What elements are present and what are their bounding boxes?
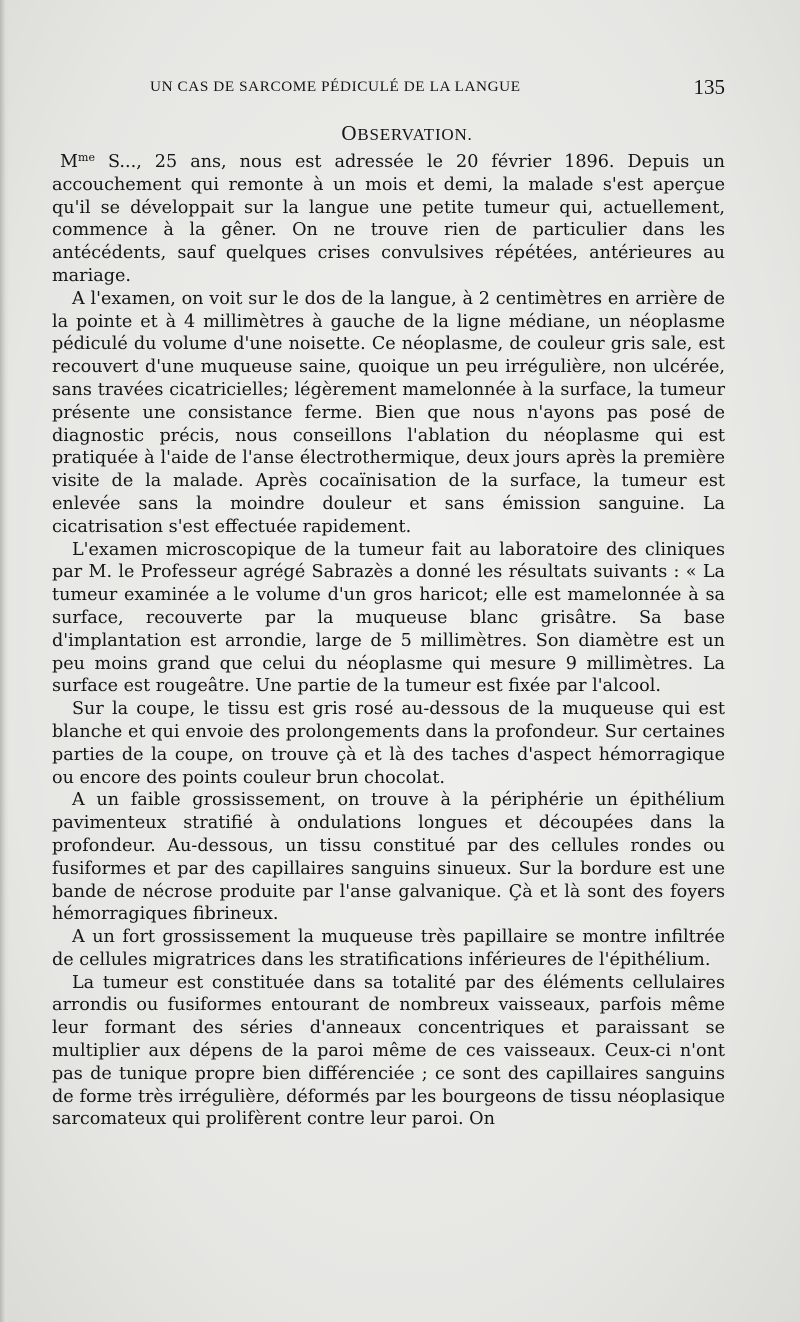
page-number: 135: [693, 75, 725, 99]
paragraph-6: A un fort grossissement la muqueuse très papillaire se montre infiltrée de cellules migratrices dans les stratifications inférieures de l'épithélium.: [52, 927, 725, 970]
paragraph-4: Sur la coupe, le tissu est gris rosé au-dessous de la muqueuse qui est blanche et qui envoie des prolongements dans la profondeur. Sur certaines parties de la coupe, on trouve çà et là des taches d'aspect hémorragique ou encore des points couleur brun chocolat.: [52, 699, 725, 788]
section-title-initial: O: [341, 121, 358, 145]
running-title: UN CAS DE SARCOME PÉDICULÉ DE LA LANGUE: [150, 78, 521, 95]
section-title: [0, 121, 800, 146]
patient-title-superscript: me: [78, 151, 95, 164]
paragraph-2: A l'examen, on voit sur le dos de la langue, à 2 centimètres en arrière de la pointe et à 4 millimètres à gauche de la ligne médiane, un néoplasme pédiculé du volume d'une noisette. Ce néoplasme, de couleur gris sale, est recouvert d'une muqueuse saine, quoique un peu irrégulière, non ulcérée, sans travées cicatricielles; légèrement mamelonnée à la surface, la tumeur présente une consistance ferme. Bien que nous n'ayons pas posé de diagnostic précis, nous conseillons l'ablation du néoplasme qui est pratiquée à l'aide de l'anse électrothermique, deux jours après la première visite de la malade. Après cocaïnisation de la surface, la tumeur est enlevée sans la moindre douleur et sans émission sanguine. La cicatrisation s'est effectuée rapidement.: [52, 288, 725, 537]
paragraph-3: L'examen microscopique de la tumeur fait au laboratoire des cliniques par M. le Professeur agrégé Sabrazès a donné les résultats suivants : « La tumeur examinée a le volume d'un gros haricot; elle est mamelonnée à sa surface, recouverte par la muqueuse blanc grisâtre. Sa base d'implantation est arrondie, large de 5 millimètres. Son diamètre est un peu moins grand que celui du néoplasme qui mesure 9 millimètres. La surface est rougeâtre. Une partie de la tumeur est fixée par l'alcool.: [52, 539, 725, 697]
page-edge-shadow: [0, 0, 9, 1322]
paragraph-1: [52, 151, 725, 288]
patient-initial: M: [60, 152, 79, 172]
paragraph-5: A un faible grossissement, on trouve à la périphérie un épithélium pavimenteux stratifié à ondulations longues et découpées dans la profondeur. Au-dessous, un tissu constitué par des cellules rondes ou fusiformes et par des capillaires sanguins sinueux. Sur la bordure est une bande de nécrose produite par l'anse galvanique. Çà et là sont des foyers hémorragiques fibrineux.: [52, 790, 725, 925]
paragraph-1-text: S..., 25 ans, nous est adressée le 20 février 1896. Depuis un accouchement qui remonte à un mois et demi, la malade s'est aperçue qu'il se développait sur la langue une petite tumeur qui, actuellement, commence à la gêner. On ne trouve rien de particulier dans les antécédents, sauf quelques crises convulsives répétées, antérieures au mariage.: [52, 152, 725, 286]
page-header: [150, 75, 725, 102]
body-text: [52, 151, 725, 1131]
paragraph-7: La tumeur est constituée dans sa totalité par des éléments cellulaires arrondis ou fusiformes entourant de nombreux vaisseaux, parfois même leur formant des séries d'anneaux concentriques et paraissant se multiplier aux dépens de la paroi même de ces vaisseaux. Ceux-ci n'ont pas de tunique propre bien différenciée ; ce sont des capillaires sanguins de forme très irrégulière, déformés par les bourgeons de tissu néoplasique sarcomateux qui prolifèrent contre leur paroi. On: [52, 972, 725, 1130]
section-title-rest: BSERVATION.: [357, 125, 473, 144]
